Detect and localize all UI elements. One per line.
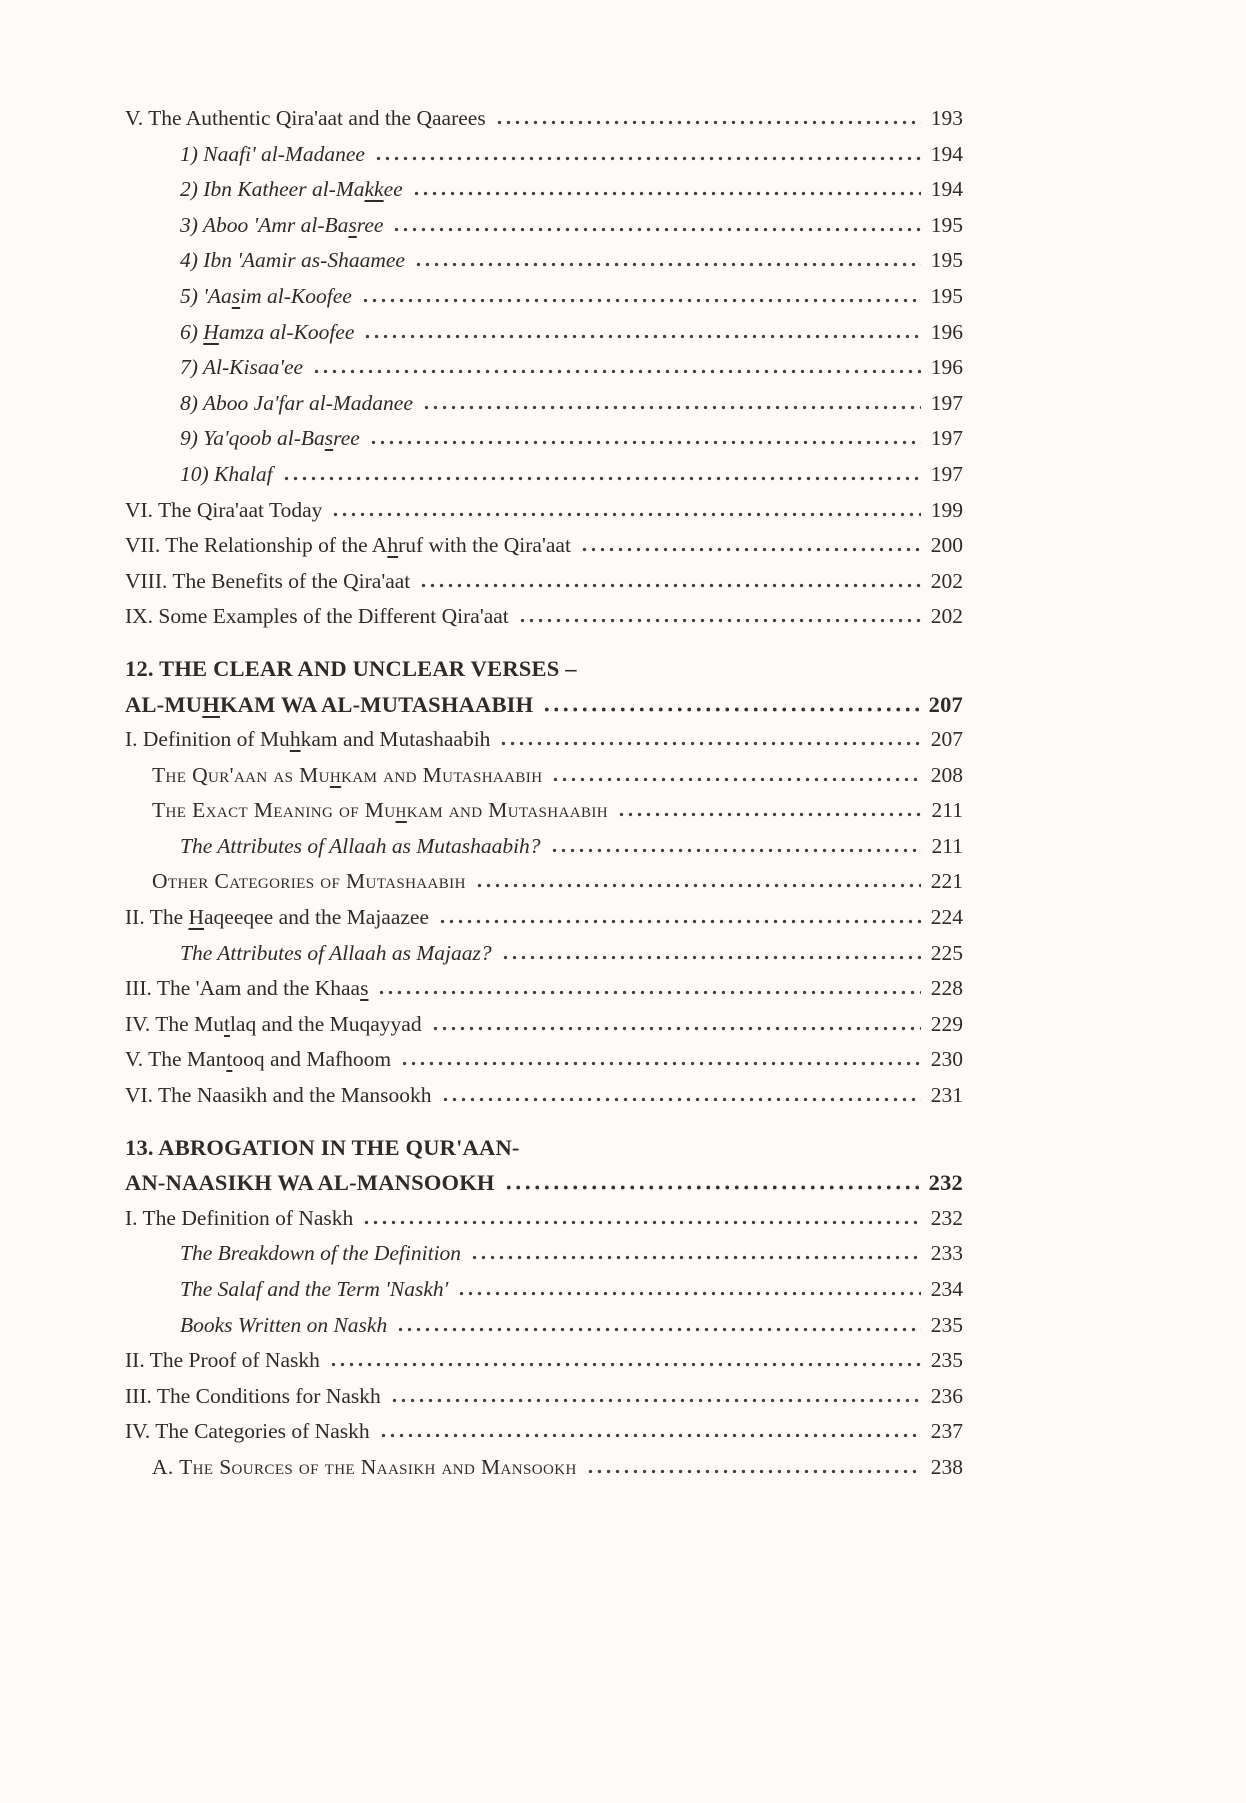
page-number: 195 [930,248,963,273]
toc-entry-row [125,1078,963,1114]
toc-entry-row [125,350,963,386]
toc-entry-text: IV. The Categories of Naskh [125,1419,370,1444]
toc-heading-row [125,1165,963,1201]
toc-entry-row [125,528,963,564]
toc-entry-row [125,1042,963,1078]
page-number: 202 [930,604,963,629]
page-number: 199 [930,497,963,522]
toc-entry-text: 3) Aboo 'Amr al-Basree [180,212,384,237]
toc-entry-text: The Breakdown of the Definition [180,1241,462,1266]
dot-leader [550,848,922,853]
toc-entry-text: 2) Ibn Katheer al-Makkee [180,177,403,202]
dot-leader [414,262,921,267]
dot-leader [431,1026,921,1031]
toc-entry-text: 5) 'Aasim al-Koofee [180,283,352,308]
toc-entry-row [125,829,963,865]
toc-entry-row [125,900,963,936]
page-number: 200 [930,533,963,558]
toc-entry-row [125,1343,963,1379]
underlined-letter: t [223,1011,230,1036]
toc-entry-text: 4) Ibn 'Aamir as-Shaamee [180,248,405,273]
dot-leader [586,1469,921,1474]
page-number: 232 [930,1205,963,1230]
page-number: 196 [930,319,963,344]
page-number: 211 [931,833,963,858]
dot-leader [551,777,920,782]
dot-leader [617,812,922,817]
page-number: 197 [930,426,963,451]
toc-entry-row [125,722,963,758]
toc-entry-text: VIII. The Benefits of the Qira'aat [125,568,411,593]
underlined-letter: s [231,283,241,308]
toc-entry-row [125,279,963,315]
page-number: 207 [930,727,963,752]
toc-entry-text: The Salaf and the Term 'Naskh' [180,1277,449,1301]
toc-entry-row [125,172,963,208]
page-number: 194 [930,141,963,166]
dot-leader [329,1362,921,1367]
page-number: 211 [931,798,963,823]
dot-leader [422,405,921,410]
dot-leader [396,1327,921,1332]
underlined-letter: H [188,905,205,930]
toc-entry-text: The Attributes of Allaah as Majaaz? [180,940,492,965]
dot-leader [362,1220,920,1225]
toc-entry-row [125,1308,963,1344]
toc-entry-row [125,1201,963,1237]
page-number: 236 [930,1383,963,1408]
toc-entry-row [125,386,963,422]
dot-leader [374,156,921,161]
dot-leader [392,227,920,232]
toc-entry-text: I. Definition of Muhkam and Mutashaabih [125,727,491,752]
toc-entry-text: 12. THE CLEAR AND UNCLEAR VERSES – [125,655,577,681]
toc-entry-text: A. The Sources of the Naasikh and Mansookh [152,1454,577,1479]
toc-entry-text: IX. Some Examples of the Different Qira'aat [125,604,509,629]
dot-leader [363,334,920,339]
page-number: 233 [930,1241,963,1266]
toc-entry-text: 13. ABROGATION IN THE QUR'AAN- [125,1134,520,1160]
toc-entry-text: 7) Al-Kisaa'ee [180,355,304,380]
page-number: 208 [930,762,963,787]
page-number: 228 [930,976,963,1001]
toc-heading-row [125,1130,963,1166]
toc-entry-row [125,936,963,972]
toc-entry-text: 10) Khalaf [180,461,273,486]
toc-entry-row [125,493,963,529]
toc-entry-text: 8) Aboo Ja'far al-Madanee [180,390,413,415]
page-number: 195 [930,283,963,308]
page-number: 230 [930,1047,963,1072]
page-number: 202 [930,568,963,593]
toc-entry-text: I. The Definition of Naskh [125,1205,354,1230]
page-number: 224 [930,905,963,930]
page-number: 207 [928,691,963,717]
underlined-letter: H [203,319,219,344]
toc-entry-text: V. The Mantooq and Mafhoom [125,1047,392,1072]
toc-entry-text: III. The 'Aam and the Khaas [125,976,369,1001]
underlined-letter: s [360,976,369,1001]
dot-leader [331,512,920,517]
toc-entry-row [125,1379,963,1415]
toc-entry-text: The Attributes of Allaah as Mutashaabih? [180,833,541,858]
toc-entry-row [125,243,963,279]
toc-entry-text: 1) Naafi' al-Madanee [180,141,365,166]
dot-leader [361,298,921,303]
toc-entry-row [125,793,963,829]
toc-entry-text: VII. The Relationship of the Ahruf with the Qira'aat [125,533,571,558]
dot-leader [377,990,920,995]
toc-entry-row [125,101,963,137]
toc-entry-row [125,1272,963,1308]
toc-entry-text: VI. The Qira'aat Today [125,497,323,522]
dot-leader [312,369,921,374]
page-number: 237 [930,1419,963,1444]
dot-leader [412,191,921,196]
page-number: 232 [928,1170,963,1196]
toc-entry-text: 9) Ya'qoob al-Basree [180,426,360,451]
toc-entry-text: The Exact Meaning of Muhkam and Mutashaabih [152,798,609,823]
dot-leader [400,1061,921,1066]
toc [125,101,963,1486]
underlined-letter: kk [364,177,384,202]
page-number: 229 [930,1011,963,1036]
dot-leader [501,955,921,960]
toc-entry-text: Books Written on Naskh [180,1312,388,1337]
dot-leader [282,476,921,481]
toc-entry-text: IV. The Mutlaq and the Muqayyad [125,1011,422,1036]
toc-entry-row [125,1414,963,1450]
dot-leader [499,741,920,746]
dot-leader [369,440,921,445]
page-number: 231 [930,1083,963,1108]
page-number: 195 [930,212,963,237]
page-number: 221 [930,869,963,894]
toc-entry-row [125,1450,963,1486]
dot-leader [379,1433,921,1438]
dot-leader [457,1291,921,1296]
toc-entry-text: II. The Proof of Naskh [125,1348,320,1373]
toc-entry-text: Other Categories of Mutashaabih [152,869,466,894]
underlined-letter: h [289,727,301,752]
toc-entry-row [125,421,963,457]
toc-entry-row [125,1007,963,1043]
dot-leader [470,1255,921,1260]
toc-entry-row [125,315,963,351]
page-number: 225 [930,940,963,965]
toc-entry-text: AN-NAASIKH WA AL-MANSOOKH [125,1170,495,1196]
toc-entry-row [125,1236,963,1272]
dot-leader [441,1097,921,1102]
underlined-letter: t [226,1047,233,1072]
page-number: 234 [930,1277,963,1301]
dot-leader [419,583,920,588]
toc-entry-text: V. The Authentic Qira'aat and the Qaarees [125,106,486,130]
underlined-letter: h [395,798,407,823]
dot-leader [542,707,918,712]
dot-leader [504,1185,919,1190]
toc-entry-text: 6) Hamza al-Koofee [180,319,355,344]
toc-entry-text: VI. The Naasikh and the Mansookh [125,1083,432,1108]
dot-leader [580,547,921,552]
toc-heading-row [125,651,963,687]
page-number: 194 [930,177,963,202]
underlined-letter: h [329,762,342,787]
toc-entry-row [125,864,963,900]
page-number: 197 [930,461,963,486]
toc-entry-row [125,971,963,1007]
page-number: 193 [930,106,963,130]
page-number: 235 [930,1348,963,1373]
underlined-letter: h [387,533,399,558]
page-number: 235 [930,1312,963,1337]
underlined-letter: s [324,426,334,451]
toc-entry-text: II. The Haqeeqee and the Majaazee [125,905,430,930]
toc-entry-row [125,758,963,794]
toc-entry-row [125,564,963,600]
dot-leader [438,919,921,924]
page-number: 197 [930,390,963,415]
toc-entry-text: AL-MUHKAM WA AL-MUTASHAABIH [125,691,534,717]
toc-heading-row [125,687,963,723]
toc-entry-row [125,208,963,244]
dot-leader [390,1398,921,1403]
dot-leader [518,618,921,623]
page-number: 196 [930,355,963,380]
toc-entry-row [125,457,963,493]
page-number: 238 [930,1454,963,1479]
toc-entry-row [125,137,963,173]
toc-entry-text: III. The Conditions for Naskh [125,1383,381,1408]
dot-leader [495,120,921,125]
toc-entry-text: The Qur'aan as Muhkam and Mutashaabih [152,762,543,787]
underlined-letter: s [348,212,357,237]
toc-entry-row [125,599,963,635]
underlined-letter: H [202,691,220,717]
dot-leader [475,883,921,888]
